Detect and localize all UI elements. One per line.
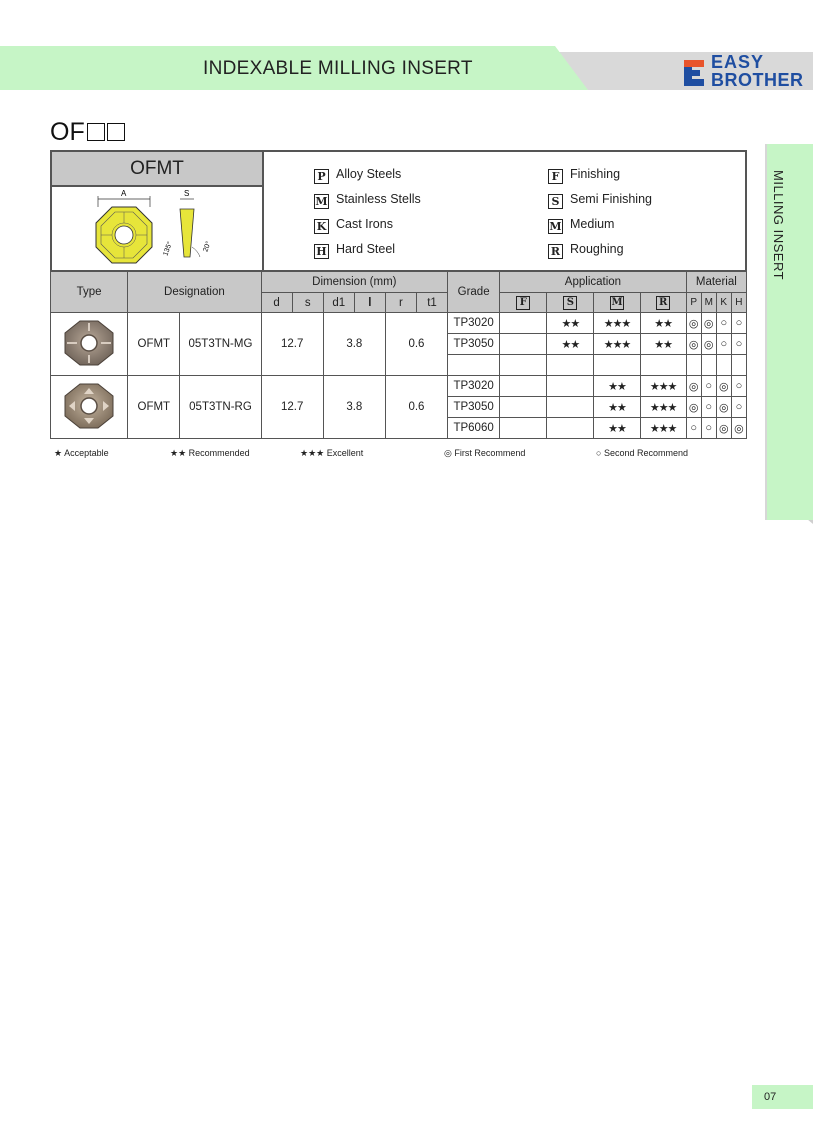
operation-legend-r: R Roughing xyxy=(548,242,624,259)
legend-excellent: ★★★ Excellent xyxy=(300,448,364,458)
table-row xyxy=(51,313,747,334)
designation-series: OFMT xyxy=(128,376,180,439)
mat-h: ○ xyxy=(731,313,746,334)
table-row xyxy=(51,376,747,397)
grade: TP3020 xyxy=(448,313,500,334)
logo-line2: BROTHER xyxy=(711,70,804,90)
material-legend-p: P Alloy Steels xyxy=(314,167,401,184)
logo-line1: EASY xyxy=(711,52,765,72)
grade: TP3050 xyxy=(448,334,500,355)
app-s xyxy=(547,376,594,397)
material-legend-h: H Hard Steel xyxy=(314,242,395,259)
insert-drawing xyxy=(52,187,264,272)
grade: TP3050 xyxy=(448,397,500,418)
app-f xyxy=(500,313,547,334)
page-number: 07 xyxy=(752,1085,813,1109)
mat-m: ○ xyxy=(701,418,716,439)
col-app-f: F xyxy=(500,293,547,313)
placeholder-box-icon xyxy=(87,123,105,141)
dim-r-value: 0.6 xyxy=(385,376,447,439)
insert-drawing-icon xyxy=(52,187,258,272)
mat-k: ◎ xyxy=(716,418,731,439)
dim-d-value: 12.7 xyxy=(261,313,323,376)
mat-h: ○ xyxy=(731,376,746,397)
mat-h xyxy=(731,355,746,376)
series-code: OF xyxy=(50,118,85,146)
dim-label-a: A xyxy=(121,189,127,198)
col-mat-m: M xyxy=(701,293,716,313)
app-r: ★★ xyxy=(640,313,686,334)
app-m: ★★★ xyxy=(594,313,640,334)
col-t1: t1 xyxy=(416,293,447,313)
col-mat-k: K xyxy=(716,293,731,313)
app-f xyxy=(500,376,547,397)
app-r: ★★★ xyxy=(640,397,686,418)
mat-p: ◎ xyxy=(686,313,701,334)
app-m: ★★ xyxy=(594,418,640,439)
col-header-type: Type xyxy=(51,272,128,313)
app-s xyxy=(547,418,594,439)
material-legend-k: K Cast Irons xyxy=(314,217,393,234)
legend-second-recommend: ○ Second Recommend xyxy=(596,448,688,458)
app-f xyxy=(500,418,547,439)
mat-p: ○ xyxy=(686,418,701,439)
app-f xyxy=(500,355,547,376)
angle-label-135: 135° xyxy=(162,240,174,257)
app-r: ★★★ xyxy=(640,418,686,439)
dim-d1-value: 3.8 xyxy=(323,313,385,376)
col-header-designation: Designation xyxy=(128,272,261,313)
mat-m: ○ xyxy=(701,376,716,397)
insert-overview xyxy=(50,150,747,272)
col-d: d xyxy=(261,293,292,313)
dim-d1-value: 3.8 xyxy=(323,376,385,439)
col-l: l xyxy=(354,293,385,313)
insert-photo-rg xyxy=(51,376,128,439)
app-r: ★★ xyxy=(640,334,686,355)
mat-k: ◎ xyxy=(716,397,731,418)
legend-first-recommend: ◎ First Recommend xyxy=(444,448,526,458)
series-heading xyxy=(50,118,125,147)
insert-photo-icon xyxy=(61,317,117,369)
app-s: ★★ xyxy=(547,313,594,334)
designation-code: 05T3TN-MG xyxy=(180,313,261,376)
col-app-r: R xyxy=(640,293,686,313)
col-app-m: M xyxy=(594,293,640,313)
app-s xyxy=(547,397,594,418)
col-header-material: Material xyxy=(686,272,746,293)
app-r xyxy=(640,355,686,376)
grade: TP6060 xyxy=(448,418,500,439)
brand-logo xyxy=(680,54,805,90)
operation-legend-s: S Semi Finishing xyxy=(548,192,652,209)
app-f xyxy=(500,334,547,355)
dim-r-value: 0.6 xyxy=(385,313,447,376)
mat-p: ◎ xyxy=(686,397,701,418)
mat-p: ◎ xyxy=(686,334,701,355)
mat-k: ○ xyxy=(716,313,731,334)
app-s xyxy=(547,355,594,376)
legend-acceptable: ★ Acceptable xyxy=(54,448,109,458)
side-tab-label: MILLING INSERT xyxy=(771,170,786,281)
application-legend xyxy=(264,152,745,270)
angle-label-20: 20° xyxy=(202,240,213,253)
app-m: ★★ xyxy=(594,397,640,418)
insert-photo-mg xyxy=(51,313,128,376)
mat-m: ◎ xyxy=(701,313,716,334)
col-d1: d1 xyxy=(323,293,354,313)
mat-m: ○ xyxy=(701,397,716,418)
dim-label-s: S xyxy=(184,189,190,198)
app-m: ★★★ xyxy=(594,334,640,355)
insert-name: OFMT xyxy=(52,152,264,187)
app-m xyxy=(594,355,640,376)
col-app-s: S xyxy=(547,293,594,313)
app-r: ★★★ xyxy=(640,376,686,397)
mat-k: ◎ xyxy=(716,376,731,397)
logo-mark-icon xyxy=(680,56,706,88)
col-s: s xyxy=(292,293,323,313)
material-legend-m: M Stainless Stells xyxy=(315,192,421,208)
mat-m: ◎ xyxy=(701,334,716,355)
col-header-dimension: Dimension (mm) xyxy=(261,272,447,293)
insert-spec-table xyxy=(50,271,747,439)
mat-h: ◎ xyxy=(731,418,746,439)
designation-series: OFMT xyxy=(128,313,180,376)
placeholder-box-icon xyxy=(107,123,125,141)
operation-legend-f: F Finishing xyxy=(548,167,620,184)
insert-photo-icon xyxy=(61,380,117,432)
col-header-grade: Grade xyxy=(448,272,500,313)
dim-d-value: 12.7 xyxy=(261,376,323,439)
mat-h: ○ xyxy=(731,397,746,418)
mat-h: ○ xyxy=(731,334,746,355)
mat-k: ○ xyxy=(716,334,731,355)
legend-recommended: ★★ Recommended xyxy=(170,448,250,458)
app-s: ★★ xyxy=(547,334,594,355)
mat-m xyxy=(701,355,716,376)
col-mat-p: P xyxy=(686,293,701,313)
mat-p: ◎ xyxy=(686,376,701,397)
app-f xyxy=(500,397,547,418)
grade: TP3020 xyxy=(448,376,500,397)
col-header-application: Application xyxy=(500,272,687,293)
mat-p xyxy=(686,355,701,376)
designation-code: 05T3TN-RG xyxy=(180,376,261,439)
grade xyxy=(448,355,500,376)
col-mat-h: H xyxy=(731,293,746,313)
header-title: INDEXABLE MILLING INSERT xyxy=(203,58,473,79)
operation-legend-m: M Medium xyxy=(549,217,615,233)
col-r: r xyxy=(385,293,416,313)
app-m: ★★ xyxy=(594,376,640,397)
mat-k xyxy=(716,355,731,376)
